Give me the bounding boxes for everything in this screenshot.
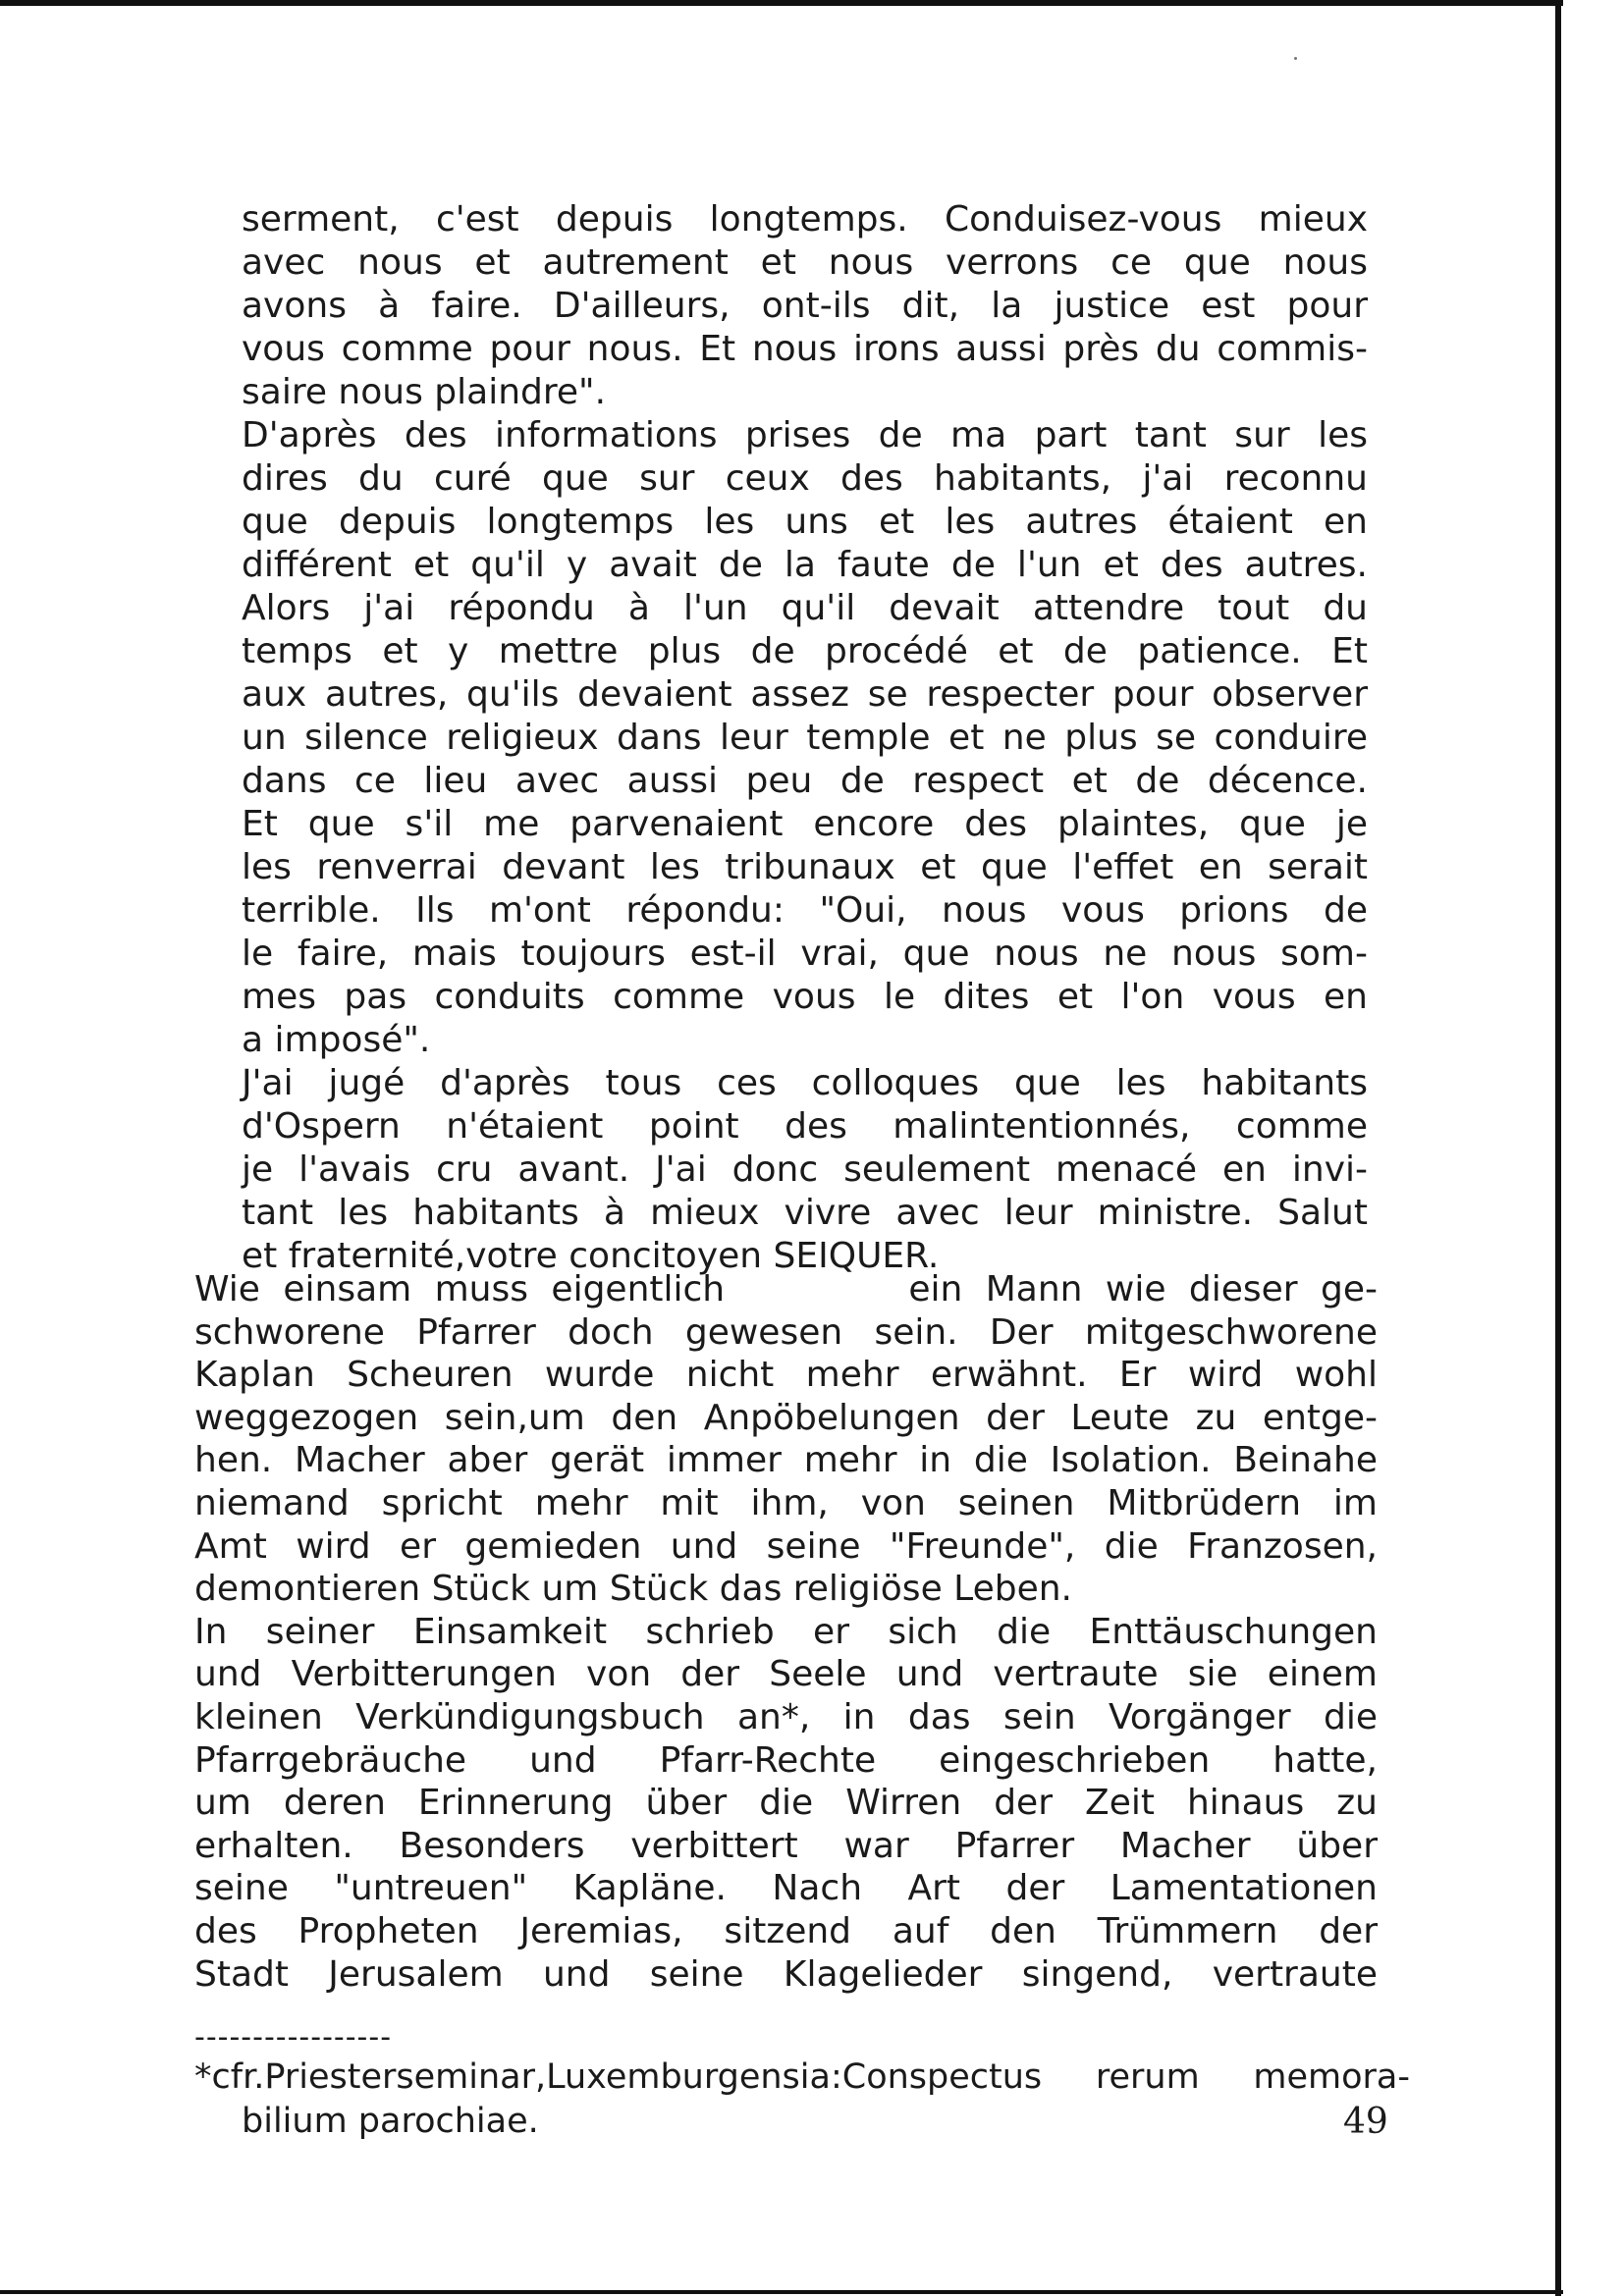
text-line: kleinen Verkündigungsbuch an*, in das sein Vorgänger die [194,1696,1378,1737]
text-line: Stadt Jerusalem und seine Klagelieder singend, vertraute [194,1953,1378,1995]
text-line: hen. Macher aber gerät immer mehr in die Isolation. Beinahe [194,1440,1378,1481]
text-line: des Propheten Jeremias, sitzend auf den Trümmern der [194,1910,1378,1951]
text-line: schworene Pfarrer doch gewesen sein. Der mitgeschworene [194,1311,1378,1353]
text-line: Wie einsam muss eigentlich ein Mann wie dieser ge- [194,1269,1378,1309]
text-line: tant les habitants à mieux vivre avec leur ministre. Salut [242,1193,1368,1233]
text-line: dires du curé que sur ceux des habitants, j'ai reconnu [242,458,1368,499]
text-line: saire nous plaindre". [242,372,607,412]
text-line: a imposé". [242,1020,431,1060]
text-line: et fraternité,votre concitoyen SEIQUER. [242,1236,940,1276]
text-line: avec nous et autrement et nous verrons ce que nous [242,242,1368,283]
text-line: d'Ospern n'étaient point des malintentionnés, comme [242,1106,1368,1147]
footnote-line: *cfr.Priesterseminar,Luxemburgensia:Conspectus rerum memora- [194,2057,1410,2097]
text-line: D'après des informations prises de ma part tant sur les [242,415,1368,455]
page-number: 49 [1343,2102,1388,2142]
german-commentary-block [194,1268,1378,1996]
text-line: avons à faire. D'ailleurs, ont-ils dit, la justice est pour [242,286,1368,326]
text-line: que depuis longtemps les uns et les autres étaient en [242,502,1368,542]
text-line: um deren Erinnerung über die Wirren der Zeit hinaus zu [194,1783,1378,1824]
scan-speck [1294,57,1297,60]
text-line: le faire, mais toujours est-il vrai, que nous ne nous som- [242,934,1368,974]
text-line: Kaplan Scheuren wurde nicht mehr erwähnt. Er wird wohl [194,1355,1378,1396]
text-line: un silence religieux dans leur temple et ne plus se conduire [242,718,1368,758]
text-line: seine "untreuen" Kapläne. Nach Art der Lamentationen [194,1868,1378,1909]
text-line: terrible. Ils m'ont répondu: "Oui, nous vous prions de [242,890,1368,931]
scan-border-bottom [0,2290,1563,2294]
text-line: In seiner Einsamkeit schrieb er sich die Enttäuschungen [194,1611,1378,1652]
text-line: und Verbitterungen von der Seele und vertraute sie einem [194,1654,1378,1695]
text-line: Amt wird er gemieden und seine "Freunde", die Franzosen, [194,1525,1378,1567]
french-letter-block [242,198,1368,1278]
text-line: dans ce lieu avec aussi peu de respect et de décence. [242,761,1368,801]
scan-border-right [1555,0,1561,2296]
text-line: mes pas conduits comme vous le dites et l'on vous en [242,977,1368,1017]
text-line: J'ai jugé d'après tous ces colloques que les habitants [242,1063,1368,1103]
text-line: erhalten. Besonders verbittert war Pfarrer Macher über [194,1825,1378,1866]
scan-border-top [0,0,1563,6]
footnote [194,2056,1410,2144]
text-line: aux autres, qu'ils devaient assez se respecter pour observer [242,674,1368,715]
text-line: les renverrai devant les tribunaux et que l'effet en serait [242,847,1368,887]
text-line: weggezogen sein,um den Anpöbelungen der Leute zu entge- [194,1397,1378,1438]
text-line: Pfarrgebräuche und Pfarr-Rechte eingeschrieben hatte, [194,1739,1378,1781]
text-line: demontieren Stück um Stück das religiöse Leben. [194,1569,1072,1610]
text-line: je l'avais cru avant. J'ai donc seulement menacé en invi- [242,1149,1368,1190]
text-line: temps et y mettre plus de procédé et de patience. Et [242,631,1368,671]
text-line: Et que s'il me parvenaient encore des plaintes, que je [242,804,1368,844]
footnote-separator: ----------------- [194,2020,393,2055]
text-line: niemand spricht mehr mit ihm, von seinen Mitbrüdern im [194,1482,1378,1523]
text-line: différent et qu'il y avait de la faute de l'un et des autres. [242,545,1368,585]
text-line: vous comme pour nous. Et nous irons aussi près du commis- [242,329,1368,369]
text-line: Alors j'ai répondu à l'un qu'il devait attendre tout du [242,588,1368,628]
footnote-line: bilium parochiae. [242,2102,539,2141]
text-line: serment, c'est depuis longtemps. Conduisez-vous mieux [242,199,1368,240]
